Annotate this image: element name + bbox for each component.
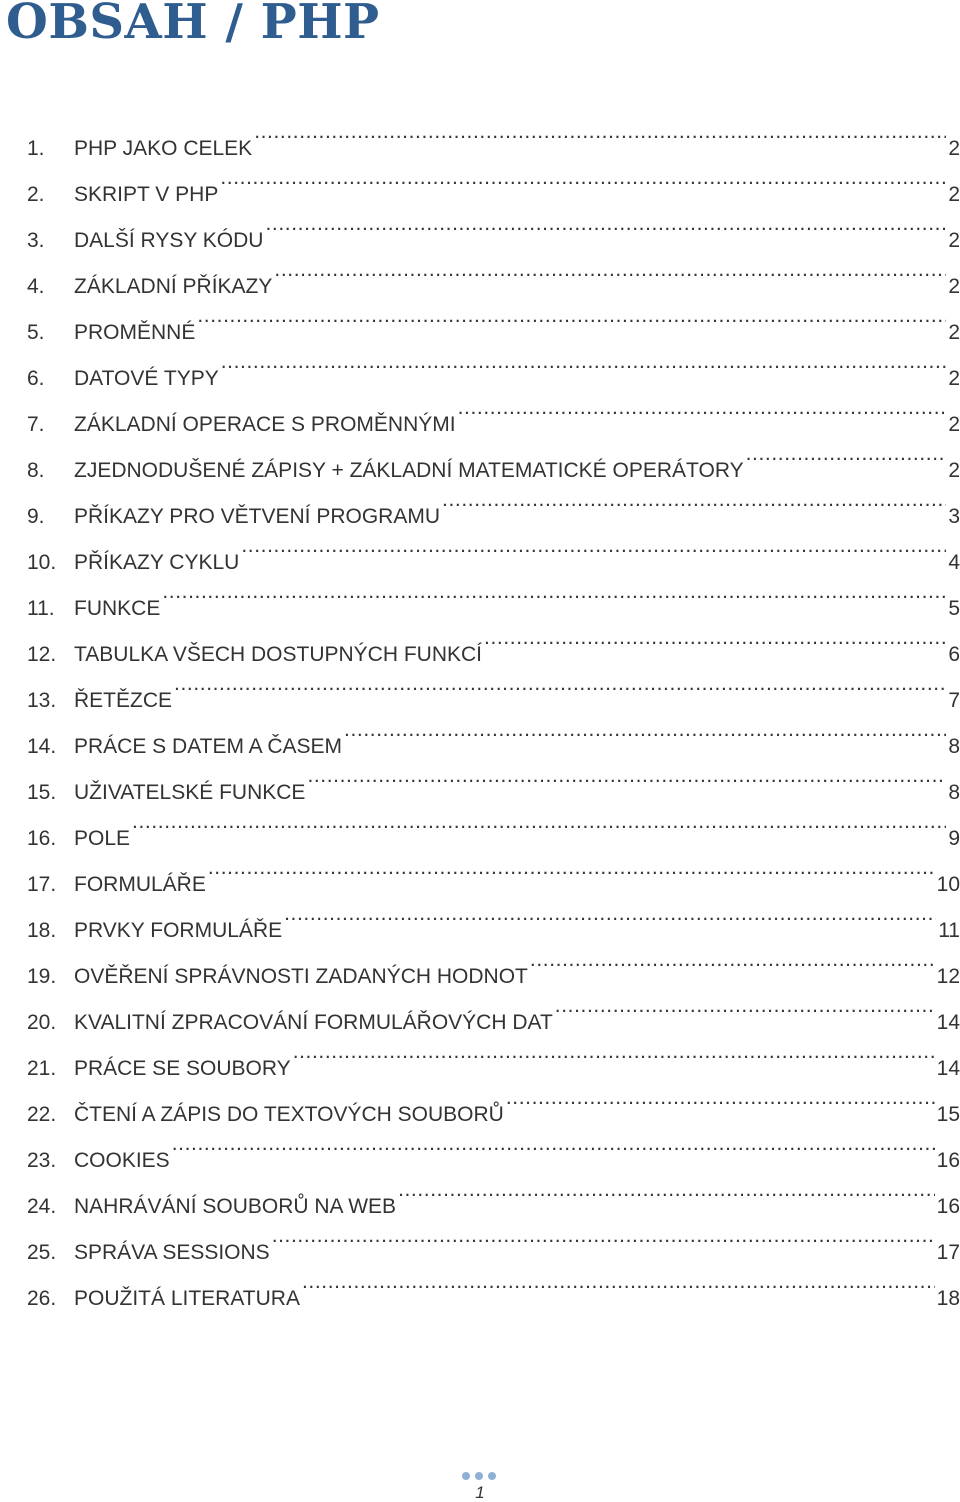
toc-dot-leader xyxy=(506,1075,935,1121)
toc-entry-title: DALŠÍ RYSY KÓDU xyxy=(74,229,264,252)
toc-entry-number: 19. xyxy=(27,965,57,988)
toc-entry[interactable] xyxy=(27,845,960,896)
page-title: OBSAH / PHP xyxy=(6,0,380,50)
toc-entry-page: 16 xyxy=(936,1195,960,1218)
toc-entry-page: 11 xyxy=(938,919,960,942)
toc-entry-page: 2 xyxy=(948,137,960,160)
toc-entry-title: PRÁCE S DATEM A ČASEM xyxy=(74,735,343,758)
toc-dot-leader xyxy=(484,615,946,661)
toc-dot-leader xyxy=(254,109,946,155)
toc-dot-leader xyxy=(293,1029,935,1075)
toc-entry-number: 24. xyxy=(27,1195,57,1218)
toc-entry-title: FUNKCE xyxy=(74,597,161,620)
toc-entry[interactable] xyxy=(27,615,960,666)
toc-entry-number: 12. xyxy=(27,643,57,666)
toc-entry-number: 11. xyxy=(27,597,55,620)
toc-entry-title: SPRÁVA SESSIONS xyxy=(74,1241,270,1264)
toc-entry-page: 2 xyxy=(948,321,960,344)
toc-entry-title: COOKIES xyxy=(74,1149,170,1172)
toc-entry-page: 2 xyxy=(948,367,960,390)
toc-entry-number: 15. xyxy=(27,781,57,804)
toc-entry-title: OVĚŘENÍ SPRÁVNOSTI ZADANÝCH HODNOT xyxy=(74,965,528,988)
toc-entry-title: PŘÍKAZY CYKLU xyxy=(74,551,240,574)
toc-entry-number: 7. xyxy=(27,413,45,436)
three-dots-icon xyxy=(462,1472,496,1480)
page-number: 1 xyxy=(475,1483,485,1502)
toc-entry-title: PŘÍKAZY PRO VĚTVENÍ PROGRAMU xyxy=(74,505,441,528)
toc-entry-page: 15 xyxy=(936,1103,960,1126)
toc-entry-number: 23. xyxy=(27,1149,57,1172)
toc-entry-title: POLE xyxy=(74,827,131,850)
toc-entry[interactable] xyxy=(27,109,960,160)
toc-entry-title: SKRIPT V PHP xyxy=(74,183,219,206)
toc-dot-leader xyxy=(208,845,935,891)
toc-dot-leader xyxy=(555,983,935,1029)
toc-entry-number: 9. xyxy=(27,505,45,528)
toc-entry-number: 4. xyxy=(27,275,45,298)
toc-entry-page: 17 xyxy=(936,1241,960,1264)
toc-entry-page: 14 xyxy=(936,1057,960,1080)
toc-entry-title: DATOVÉ TYPY xyxy=(74,367,219,390)
toc-entry-title: PROMĚNNÉ xyxy=(74,321,196,344)
toc-entry-title: PRÁCE SE SOUBORY xyxy=(74,1057,291,1080)
toc-entry[interactable] xyxy=(27,569,960,620)
toc-entry-number: 10. xyxy=(27,551,57,574)
toc-dot-leader xyxy=(174,661,946,707)
toc-entry-page: 12 xyxy=(936,965,960,988)
toc-entry-page: 2 xyxy=(948,413,960,436)
toc-dot-leader xyxy=(458,385,947,431)
toc-dot-leader xyxy=(746,431,947,477)
toc-entry-page: 2 xyxy=(948,183,960,206)
toc-entry-title: ŘETĚZCE xyxy=(74,689,173,712)
toc-entry-title: ZÁKLADNÍ PŘÍKAZY xyxy=(74,275,273,298)
toc-dot-leader xyxy=(241,523,946,569)
toc-entry-page: 5 xyxy=(948,597,960,620)
dot-icon xyxy=(488,1472,496,1480)
toc-dot-leader xyxy=(220,155,946,201)
toc-entry-title: POUŽITÁ LITERATURA xyxy=(74,1287,300,1310)
toc-entry-title: PHP JAKO CELEK xyxy=(74,137,253,160)
toc-entry-title: ZÁKLADNÍ OPERACE S PROMĚNNÝMI xyxy=(74,413,456,436)
toc-entry-title: TABULKA VŠECH DOSTUPNÝCH FUNKCÍ xyxy=(74,643,483,666)
toc-dot-leader xyxy=(302,1259,935,1305)
toc-entry-number: 20. xyxy=(27,1011,57,1034)
toc-entry-number: 1. xyxy=(27,137,45,160)
toc-entry-number: 14. xyxy=(27,735,57,758)
toc-entry-page: 3 xyxy=(948,505,960,528)
toc-entry-page: 10 xyxy=(936,873,960,896)
toc-entry-page: 2 xyxy=(948,229,960,252)
toc-entry-page: 6 xyxy=(948,643,960,666)
toc-entry-page: 2 xyxy=(948,459,960,482)
toc-entry-number: 5. xyxy=(27,321,45,344)
toc-dot-leader xyxy=(530,937,935,983)
toc-entry-title: FORMULÁŘE xyxy=(74,873,206,896)
toc-entry-number: 2. xyxy=(27,183,45,206)
toc-dot-leader xyxy=(344,707,946,753)
toc-dot-leader xyxy=(172,1121,935,1167)
toc-entry-page: 16 xyxy=(936,1149,960,1172)
toc-dot-leader xyxy=(272,1213,935,1259)
toc-entry-page: 18 xyxy=(936,1287,960,1310)
toc-dot-leader xyxy=(274,247,946,293)
toc-entry-page: 14 xyxy=(936,1011,960,1034)
toc-entry-title: KVALITNÍ ZPRACOVÁNÍ FORMULÁŘOVÝCH DAT xyxy=(74,1011,553,1034)
toc-entry-number: 3. xyxy=(27,229,45,252)
toc-dot-leader xyxy=(307,753,946,799)
toc-entry-page: 7 xyxy=(948,689,960,712)
toc-entry-title: ČTENÍ A ZÁPIS DO TEXTOVÝCH SOUBORŮ xyxy=(74,1103,504,1126)
toc-entry[interactable] xyxy=(27,799,960,850)
toc-entry-title: PRVKY FORMULÁŘE xyxy=(74,919,283,942)
toc-entry-number: 8. xyxy=(27,459,45,482)
toc-entry-number: 21. xyxy=(27,1057,57,1080)
toc-entry-number: 22. xyxy=(27,1103,57,1126)
dot-icon xyxy=(462,1472,470,1480)
toc-dot-leader xyxy=(442,477,946,523)
toc-dot-leader xyxy=(162,569,946,615)
toc-dot-leader xyxy=(398,1167,935,1213)
toc-dot-leader xyxy=(265,201,946,247)
toc-entry-title: ZJEDNODUŠENÉ ZÁPISY + ZÁKLADNÍ MATEMATICKÉ OPERÁTORY xyxy=(74,459,744,482)
toc-entry-title: UŽIVATELSKÉ FUNKCE xyxy=(74,781,306,804)
toc-entry-page: 4 xyxy=(948,551,960,574)
toc-dot-leader xyxy=(132,799,946,845)
toc-entry-page: 8 xyxy=(948,735,960,758)
toc-dot-leader xyxy=(197,293,946,339)
toc-entry-page: 9 xyxy=(948,827,960,850)
toc-dot-leader xyxy=(221,339,947,385)
toc-entry-number: 17. xyxy=(27,873,57,896)
toc-entry-number: 26. xyxy=(27,1287,57,1310)
toc-entry-number: 25. xyxy=(27,1241,57,1264)
table-of-contents xyxy=(27,109,960,1310)
toc-entry-number: 18. xyxy=(27,919,57,942)
toc-entry-title: NAHRÁVÁNÍ SOUBORŮ NA WEB xyxy=(74,1195,397,1218)
toc-dot-leader xyxy=(284,891,936,937)
toc-entry-number: 13. xyxy=(27,689,57,712)
toc-entry-page: 8 xyxy=(948,781,960,804)
toc-entry-number: 16. xyxy=(27,827,57,850)
dot-icon xyxy=(475,1472,483,1480)
toc-entry-number: 6. xyxy=(27,367,45,390)
toc-entry-page: 2 xyxy=(948,275,960,298)
